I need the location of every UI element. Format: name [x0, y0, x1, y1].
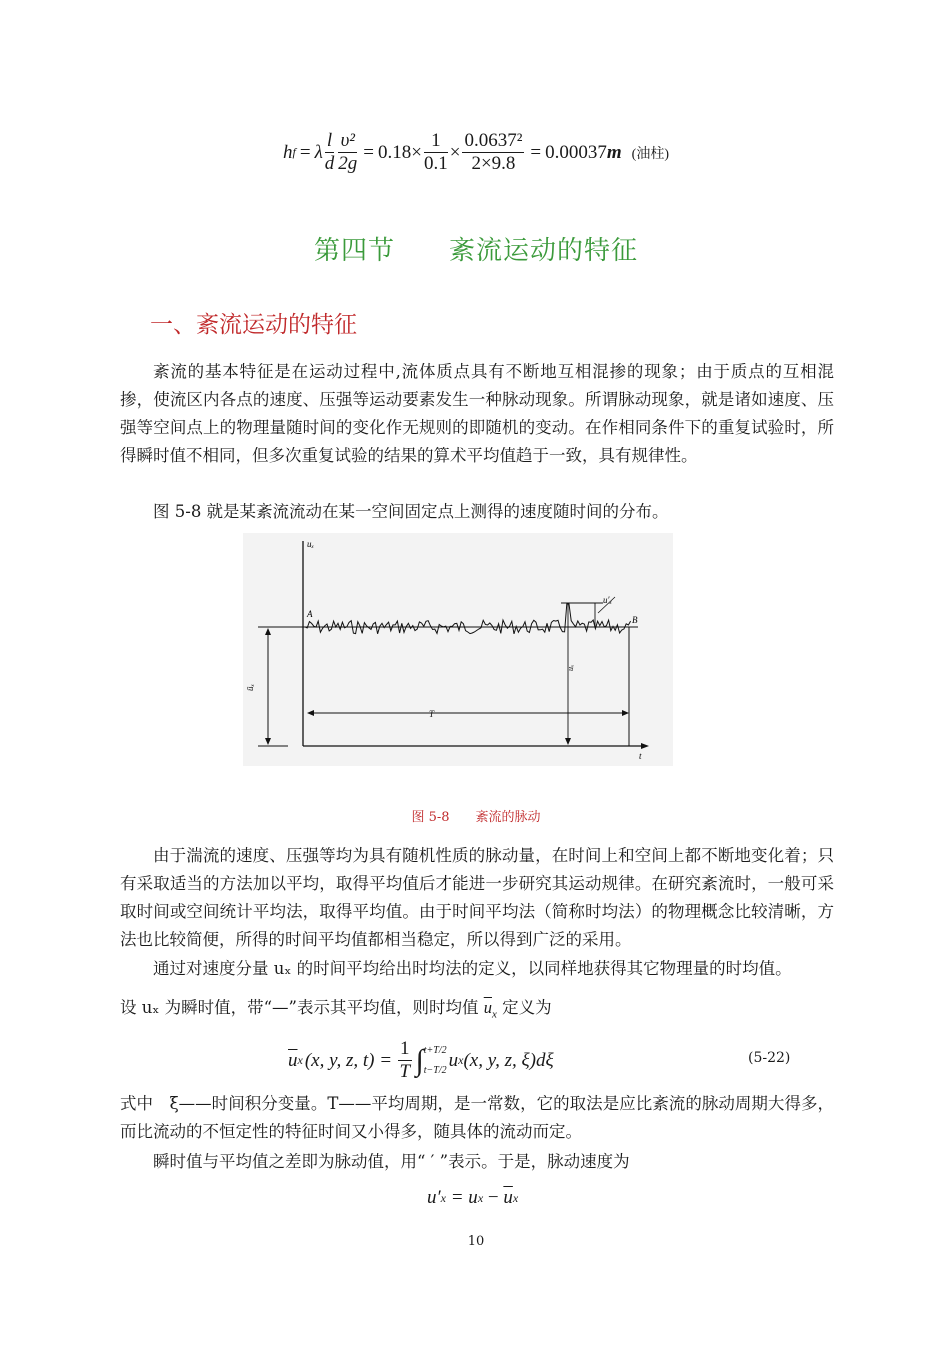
- period-label: T: [429, 709, 435, 719]
- paragraph-turbulence-features: 紊流的基本特征是在运动过程中,流体质点具有不断地互相混掺的现象；由于质点的互相混掺，使流区内各点的速度、压强等运动要素发生一种脉动现象。所谓脉动现象，就是诸如速度、压强等空间点上的物理量随时间的变化作无规则的即随机的变动。在作相同条件下的重复试验时，所得瞬时值不相同，但多次重复试验的结果的算术平均值趋于一致，具有规律性。: [120, 362, 834, 465]
- minus-sign: −: [483, 1187, 504, 1208]
- mean-subscript: x: [512, 1190, 519, 1205]
- frac-denominator: 2×9.8: [471, 153, 516, 174]
- equals-sign: =: [299, 141, 311, 163]
- mean-velocity-subscript: x: [297, 1053, 303, 1067]
- subsection-title: 一、紊流运动的特征: [150, 312, 357, 338]
- figure-turbulent-fluctuation: [243, 533, 673, 766]
- equation-5-22: [288, 1038, 554, 1083]
- x-axis-arrow-icon: [641, 743, 649, 749]
- arrow-right-icon: [622, 710, 629, 716]
- mean-velocity-label: ūₓ: [245, 683, 255, 691]
- integral-limits: [424, 1041, 447, 1081]
- fluct-symbol: u′: [427, 1187, 441, 1208]
- paragraph-variable-definitions: 式中 ξ——时间积分变量。T——平均周期，是一常数，它的取法是应比紊流的脉动周期大得多，而比流动的不恒定性的特征时间又小得多，随具体的流动而定。: [120, 1094, 834, 1141]
- frac-numerator: 1: [424, 130, 448, 153]
- page-number: 10: [467, 1234, 485, 1249]
- result-note: (油柱): [631, 146, 669, 162]
- head-loss-subscript: f: [292, 145, 296, 159]
- integrand-subscript: x: [458, 1053, 464, 1067]
- result-value: 0.00037: [545, 141, 607, 163]
- paragraph-mean-symbol: [120, 994, 834, 1028]
- fluctuation-label: u′ₓ: [603, 595, 613, 605]
- function-arguments: (x, y, z, t) =: [304, 1049, 393, 1071]
- fluctuation-plot: [243, 533, 673, 766]
- equals-sign: =: [530, 141, 542, 163]
- equals-sign: =: [363, 141, 375, 163]
- paragraph-figure-intro: 图 5-8 就是某紊流流动在某一空间固定点上测得的速度随时间的分布。: [153, 502, 669, 521]
- x-axis-label: t: [639, 751, 642, 761]
- fraction-l-over-d: [325, 130, 335, 175]
- times-sign: ×: [411, 141, 422, 163]
- paragraph-time-average-definition: 通过对速度分量 uₓ 的时间平均给出时均法的定义，以同样地获得其它物理量的时均值。: [153, 959, 792, 978]
- coefficient-value: 0.18: [378, 141, 412, 163]
- head-loss-symbol: h: [283, 141, 293, 163]
- lower-limit: t−T/2: [423, 1064, 447, 1076]
- upper-limit: t+T/2: [423, 1044, 447, 1056]
- frac-numerator: l: [325, 130, 335, 153]
- mean-symbol: $\overline{u}$: [503, 1187, 513, 1208]
- mean-symbol: $\overline{u}$: [483, 998, 492, 1017]
- fraction-1-over-0.1: [424, 130, 448, 175]
- paragraph-time-averaging: 由于湍流的速度、压强等均为具有随机性质的脉动量，在时间上和空间上都不断地变化着；只有采取适当的方法加以平均，取得平均值后才能进一步研究其运动规律。在研究紊流时，一般可采取时间或空间统计平均法，取得平均值。由于时间平均法（简称时均法）的物理概念比较清晰，方法也比较简便，所得的时间平均值都相当稳定，所以得到广泛的采用。: [120, 846, 834, 949]
- fraction-1-over-T: [398, 1038, 412, 1083]
- mean-velocity-symbol: $\overline{u}$: [288, 1049, 298, 1071]
- top-equation: [283, 130, 669, 175]
- arrow-down-icon: [565, 738, 571, 745]
- mean-text-after: 定义为: [502, 998, 552, 1017]
- instant-subscript: x: [477, 1190, 484, 1205]
- equation-number: (5-22): [748, 1050, 791, 1066]
- result-unit: m: [606, 141, 622, 163]
- frac-denominator: 0.1: [423, 153, 448, 174]
- velocity-signal: [305, 604, 631, 634]
- arrow-up-icon: [265, 628, 271, 635]
- fraction-velocity-over-2g: [462, 130, 524, 175]
- frac-numerator: 1: [400, 1038, 410, 1059]
- y-axis-label: uₓ: [307, 539, 315, 549]
- frac-denominator: 2g: [338, 153, 358, 174]
- instant-velocity-label: uₓ: [566, 664, 575, 671]
- fluct-subscript: x: [440, 1190, 446, 1205]
- times-sign: ×: [449, 141, 461, 163]
- frac-numerator: υ²: [338, 130, 357, 153]
- frac-numerator: 0.0637²: [464, 130, 523, 151]
- arrow-down-icon: [265, 738, 271, 745]
- equation-fluctuation: [427, 1187, 518, 1209]
- mean-text-before: 设 uₓ 为瞬时值，带“—”表示其平均值，则时均值: [120, 998, 479, 1017]
- integral-sign-icon: ∫: [415, 1043, 424, 1077]
- section-title: 第四节 紊流运动的特征: [313, 236, 638, 266]
- instant-symbol: = u: [445, 1187, 478, 1208]
- integrand-symbol: u: [448, 1049, 459, 1071]
- lambda-symbol: λ: [314, 141, 323, 163]
- fraction-v2-over-2g: [338, 130, 357, 175]
- point-b-label: B: [632, 615, 638, 625]
- point-a-label: A: [307, 609, 313, 619]
- frac-denominator: d: [324, 153, 335, 174]
- mean-symbol-subscript: x: [491, 1008, 497, 1021]
- integrand-arguments: (x, y, z, ξ)dξ: [463, 1049, 554, 1071]
- paragraph-fluctuation-intro: 瞬时值与平均值之差即为脉动值，用“ ′ ”表示。于是，脉动速度为: [153, 1152, 630, 1171]
- arrow-left-icon: [307, 710, 314, 716]
- frac-denominator: T: [399, 1061, 411, 1082]
- figure-caption: 图 5-8 紊流的脉动: [411, 810, 541, 825]
